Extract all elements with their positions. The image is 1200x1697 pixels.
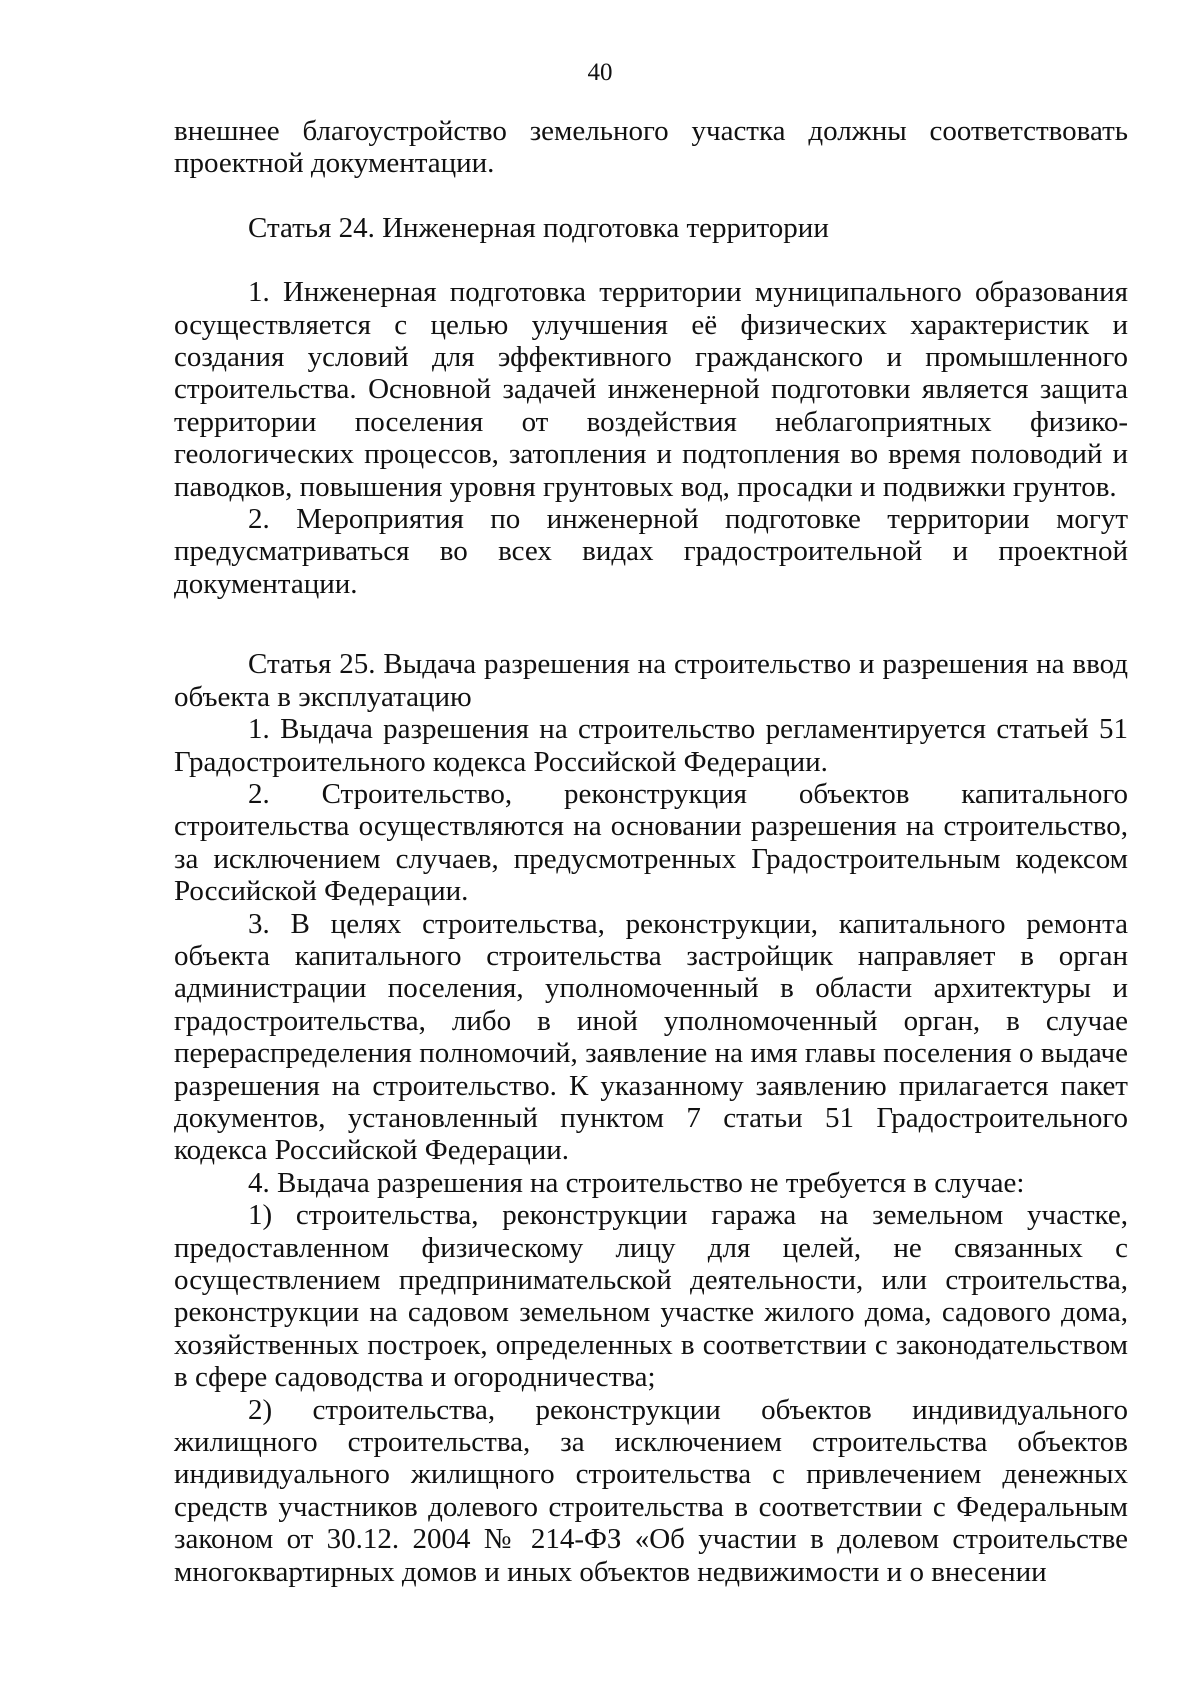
- document-body: [174, 115, 1128, 1588]
- article-25-paragraph-3: 3. В целях строительства, реконструкции, капитального ремонта объекта капитального строительства застройщик направляет в орган администрации поселения, уполномоченный в области архитектуры и градостроительства, либо в иной уполномоченный орган, в случае перераспределения полномочий, заявление на имя главы поселения о выдаче разрешения на строительство. К указанному заявлению прилагается пакет документов, установленный пунктом 7 статьи 51 Градостроительного кодекса Российской Федерации.: [174, 907, 1128, 1167]
- article-25-paragraph-4: 4. Выдача разрешения на строительство не требуется в случае:: [248, 1166, 1025, 1199]
- article-25-heading: Статья 25. Выдача разрешения на строительство и разрешения на ввод объекта в эксплуатацию: [174, 648, 1128, 713]
- intro-paragraph: внешнее благоустройство земельного участка должны соответствовать проектной документации.: [174, 115, 1128, 180]
- article-24-heading: Статья 24. Инженерная подготовка территории: [248, 211, 829, 244]
- article-24-paragraph-2: 2. Мероприятия по инженерной подготовке территории могут предусматриваться во всех видах градостроительной и проектной документации.: [174, 503, 1128, 600]
- article-25-list-item-2: 2) строительства, реконструкции объектов индивидуального жилищного строительства, за исключением строительства объектов индивидуального жилищного строительства с привлечением денежных средств участников долевого строительства в соответствии с Федеральным законом от 30.12. 2004 № 214-ФЗ «Об участии в долевом строительстве многоквартирных домов и иных объектов недвижимости и о внесении: [174, 1393, 1128, 1588]
- article-25-paragraph-1: 1. Выдача разрешения на строительство регламентируется статьей 51 Градостроительного кодекса Российской Федерации.: [174, 713, 1128, 778]
- page-number: 40: [587, 59, 613, 86]
- article-25-list-item-1: 1) строительства, реконструкции гаража на земельном участке, предоставленном физическому лицу для целей, не связанных с осуществлением предпринимательской деятельности, или строительства, реконструкции на садовом земельном участке жилого дома, садового дома, хозяйственных построек, определенных в соответствии с законодательством в сфере садоводства и огородничества;: [174, 1199, 1128, 1394]
- article-25-paragraph-2: 2. Строительство, реконструкция объектов капитального строительства осуществляются на основании разрешения на строительство, за исключением случаев, предусмотренных Градостроительным кодексом Российской Федерации.: [174, 777, 1128, 908]
- article-24-paragraph-1: 1. Инженерная подготовка территории муниципального образования осуществляется с целью улучшения её физических характеристик и создания условий для эффективного гражданского и промышленного строительства. Основной задачей инженерной подготовки является защита территории поселения от воздействия неблагоприятных физико-геологических процессов, затопления и подтопления во время половодий и паводков, повышения уровня грунтовых вод, просадки и подвижки грунтов.: [174, 276, 1128, 503]
